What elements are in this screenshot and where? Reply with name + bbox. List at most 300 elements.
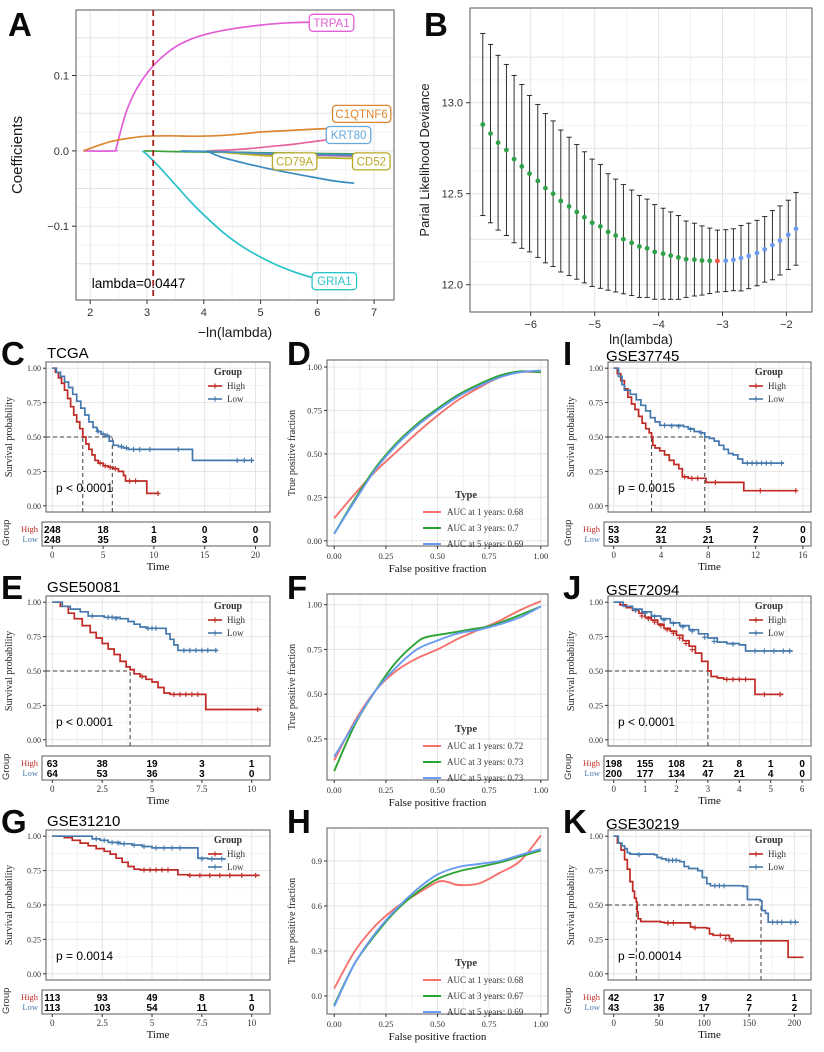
svg-text:134: 134 (668, 769, 685, 780)
svg-text:113: 113 (44, 993, 61, 1004)
svg-text:Time: Time (146, 561, 170, 573)
svg-text:AUC at 1 years: 0.68: AUC at 1 years: 0.68 (447, 975, 524, 985)
svg-text:−4: −4 (652, 319, 665, 331)
svg-text:Low: Low (22, 768, 38, 778)
svg-text:7.5: 7.5 (196, 1018, 208, 1028)
svg-text:49: 49 (146, 993, 158, 1004)
svg-text:High: High (583, 992, 600, 1002)
svg-text:High: High (768, 615, 786, 625)
svg-text:5: 5 (257, 307, 264, 319)
svg-text:8: 8 (706, 550, 711, 560)
svg-text:0: 0 (800, 535, 806, 546)
svg-text:0: 0 (799, 759, 805, 770)
svg-text:0: 0 (252, 535, 259, 546)
svg-text:10: 10 (247, 784, 257, 794)
panel-j-title: GSE72094 (606, 582, 680, 599)
roc-chart (283, 584, 562, 818)
km-tcga-chart (0, 350, 283, 584)
svg-text:Low: Low (768, 628, 785, 638)
svg-text:Low: Low (584, 1002, 600, 1012)
svg-text:Survival probability: Survival probability (4, 396, 15, 478)
svg-text:22: 22 (655, 525, 667, 536)
svg-text:1: 1 (248, 759, 255, 770)
svg-text:High: High (583, 524, 600, 534)
svg-text:0.75: 0.75 (589, 866, 603, 876)
svg-text:0: 0 (248, 769, 255, 780)
panel-k-title: GSE30219 (606, 816, 680, 833)
svg-text:0: 0 (252, 525, 259, 536)
svg-text:1.00: 1.00 (27, 364, 41, 374)
svg-text:38: 38 (96, 759, 108, 770)
svg-text:0: 0 (50, 550, 55, 560)
svg-text:13.0: 13.0 (441, 97, 463, 110)
svg-text:lambda=0.0447: lambda=0.0447 (91, 275, 186, 291)
svg-text:0.75: 0.75 (589, 398, 603, 408)
svg-text:Time: Time (698, 561, 721, 573)
panel-g-letter: G (1, 803, 27, 840)
svg-text:21: 21 (702, 535, 714, 546)
panel-d-chart-slot (283, 350, 562, 584)
panel-c-letter: C (1, 335, 25, 372)
svg-text:3: 3 (201, 535, 208, 546)
km-gse31210-chart (0, 818, 283, 1052)
svg-text:0.50: 0.50 (589, 433, 603, 442)
svg-text:54: 54 (146, 1003, 158, 1014)
svg-text:42: 42 (608, 993, 620, 1004)
svg-text:19: 19 (146, 759, 158, 770)
svg-text:4: 4 (200, 307, 207, 319)
svg-text:36: 36 (653, 1003, 665, 1014)
svg-text:2: 2 (791, 1003, 798, 1014)
svg-text:35: 35 (97, 535, 109, 546)
svg-text:53: 53 (96, 769, 108, 780)
svg-text:p = 0.00014: p = 0.00014 (618, 949, 682, 963)
svg-text:0.75: 0.75 (481, 785, 497, 795)
svg-text:0.25: 0.25 (589, 701, 603, 711)
svg-text:103: 103 (93, 1003, 111, 1014)
panel-j-letter: J (563, 569, 582, 606)
km-gse72094-chart (562, 584, 824, 818)
lasso-coefficients-chart (0, 0, 412, 350)
svg-text:6: 6 (799, 784, 805, 794)
svg-text:200: 200 (605, 769, 623, 780)
panel-k-chart-slot (562, 818, 824, 1052)
svg-text:8: 8 (199, 993, 205, 1004)
panel-g-title: GSE31210 (47, 813, 121, 830)
svg-text:1: 1 (248, 993, 255, 1004)
svg-text:True positive fraction: True positive fraction (287, 877, 298, 965)
svg-text:Group: Group (754, 367, 784, 378)
svg-text:Low: Low (584, 768, 600, 778)
svg-text:12.5: 12.5 (441, 188, 463, 201)
svg-text:0.50: 0.50 (430, 551, 445, 561)
panel-f-chart-slot (283, 584, 562, 818)
svg-text:p = 0.0015: p = 0.0015 (618, 481, 676, 495)
svg-text:0: 0 (611, 1018, 616, 1028)
svg-text:0.25: 0.25 (378, 551, 394, 561)
svg-text:4: 4 (658, 550, 664, 560)
svg-text:0.9: 0.9 (311, 856, 322, 866)
svg-text:15: 15 (200, 550, 210, 560)
svg-text:0: 0 (248, 1003, 255, 1014)
panel-g-chart-slot (0, 818, 283, 1052)
panel-c-chart-slot (0, 350, 283, 584)
svg-text:1.00: 1.00 (589, 832, 603, 842)
svg-text:0.50: 0.50 (430, 1019, 445, 1029)
svg-text:5: 5 (768, 784, 773, 794)
svg-text:0.50: 0.50 (307, 448, 322, 459)
svg-text:20: 20 (251, 550, 260, 560)
svg-text:0.0: 0.0 (311, 991, 322, 1001)
svg-text:High: High (583, 758, 600, 768)
panel-a-letter: A (8, 6, 32, 43)
km-gse37745-chart (562, 350, 824, 584)
svg-text:0.00: 0.00 (27, 501, 41, 511)
svg-text:Type: Type (455, 724, 477, 735)
svg-text:5: 5 (100, 550, 106, 560)
svg-text:18: 18 (97, 525, 109, 536)
svg-text:0.00: 0.00 (326, 1019, 342, 1029)
svg-text:2: 2 (674, 784, 679, 794)
svg-text:0.25: 0.25 (589, 467, 603, 477)
svg-text:1.00: 1.00 (533, 1019, 549, 1029)
panel-e (0, 569, 283, 818)
panel-c (0, 335, 283, 584)
svg-text:AUC at 5 years: 0.69: AUC at 5 years: 0.69 (447, 1007, 524, 1017)
panel-i-letter: I (563, 335, 573, 372)
panel-a-chart-slot (0, 0, 412, 350)
svg-text:0.50: 0.50 (589, 901, 603, 910)
svg-text:0: 0 (799, 769, 805, 780)
panel-c-title: TCGA (47, 345, 89, 362)
svg-text:0.25: 0.25 (378, 1019, 394, 1029)
svg-text:0.00: 0.00 (326, 785, 342, 795)
svg-text:0.25: 0.25 (307, 733, 322, 744)
svg-text:0: 0 (50, 1018, 55, 1028)
svg-text:1.00: 1.00 (533, 551, 549, 561)
svg-text:4: 4 (767, 769, 774, 780)
svg-text:Parial Likelihood Deviance: Parial Likelihood Deviance (417, 83, 432, 237)
svg-text:63: 63 (46, 759, 58, 770)
svg-text:−6: −6 (524, 319, 537, 331)
svg-text:0.75: 0.75 (307, 405, 322, 416)
svg-text:Group: Group (1, 753, 12, 780)
svg-text:Group: Group (213, 367, 243, 378)
svg-text:AUC at 3 years: 0.73: AUC at 3 years: 0.73 (447, 757, 524, 767)
panel-f-letter: F (287, 569, 308, 606)
svg-text:Low: Low (227, 394, 244, 404)
svg-text:Group: Group (563, 753, 574, 780)
svg-text:High: High (768, 381, 786, 391)
svg-text:7: 7 (371, 307, 378, 319)
svg-text:108: 108 (668, 759, 685, 770)
svg-text:High: High (21, 992, 38, 1002)
svg-text:False positive fraction: False positive fraction (388, 1031, 487, 1043)
panel-j-chart-slot (562, 584, 824, 818)
svg-text:3: 3 (143, 307, 151, 319)
svg-text:0.75: 0.75 (27, 398, 41, 408)
svg-text:0.00: 0.00 (589, 969, 603, 979)
svg-text:Type: Type (455, 490, 477, 501)
svg-text:p < 0.0001: p < 0.0001 (56, 481, 114, 495)
svg-text:3: 3 (199, 769, 205, 780)
svg-text:High: High (768, 849, 786, 859)
svg-text:8: 8 (736, 759, 743, 770)
svg-text:12.0: 12.0 (441, 279, 463, 292)
svg-text:43: 43 (608, 1003, 620, 1014)
svg-text:False positive fraction: False positive fraction (388, 797, 487, 809)
svg-text:0.25: 0.25 (589, 935, 603, 945)
svg-text:Low: Low (22, 534, 38, 544)
svg-text:177: 177 (636, 769, 654, 780)
svg-text:0.50: 0.50 (27, 901, 41, 910)
panel-e-title: GSE50081 (47, 579, 121, 596)
svg-text:2: 2 (87, 307, 94, 319)
svg-text:−ln(lambda): −ln(lambda) (197, 324, 273, 340)
svg-text:6: 6 (314, 307, 321, 319)
svg-text:17: 17 (698, 1003, 710, 1014)
panel-h-letter: H (287, 803, 311, 840)
svg-text:21: 21 (733, 769, 745, 780)
svg-text:1.00: 1.00 (589, 598, 603, 608)
svg-text:4: 4 (737, 784, 742, 794)
svg-text:High: High (227, 381, 245, 391)
svg-text:31: 31 (655, 535, 667, 546)
svg-text:High: High (227, 615, 245, 625)
svg-text:1.00: 1.00 (533, 785, 549, 795)
svg-text:0.00: 0.00 (27, 969, 41, 979)
svg-text:Time: Time (698, 1029, 721, 1041)
svg-text:True positive fraction: True positive fraction (287, 643, 298, 731)
svg-text:TRPA1: TRPA1 (313, 17, 350, 30)
svg-text:ln(lambda): ln(lambda) (609, 332, 673, 347)
svg-text:7.5: 7.5 (196, 784, 208, 794)
svg-text:0: 0 (201, 525, 208, 536)
svg-text:Low: Low (584, 534, 600, 544)
svg-text:AUC at 3 years: 0.7: AUC at 3 years: 0.7 (447, 523, 519, 533)
svg-text:0.50: 0.50 (430, 785, 445, 795)
svg-text:1.00: 1.00 (589, 364, 603, 374)
svg-text:AUC at 5 years: 0.69: AUC at 5 years: 0.69 (447, 539, 524, 549)
svg-text:p = 0.0014: p = 0.0014 (56, 949, 114, 963)
svg-text:5: 5 (149, 1018, 155, 1028)
svg-text:47: 47 (702, 769, 714, 780)
svg-text:9: 9 (701, 993, 707, 1004)
svg-text:0.50: 0.50 (307, 689, 322, 700)
svg-text:Group: Group (563, 987, 574, 1014)
svg-text:Survival probability: Survival probability (566, 630, 577, 712)
svg-text:Low: Low (227, 862, 244, 872)
svg-text:53: 53 (608, 535, 620, 546)
svg-text:0: 0 (800, 525, 806, 536)
svg-text:Low: Low (768, 394, 785, 404)
svg-text:Group: Group (563, 519, 574, 546)
svg-text:11: 11 (196, 1003, 208, 1014)
svg-text:0: 0 (611, 550, 616, 560)
svg-text:100: 100 (697, 1018, 711, 1028)
svg-text:Group: Group (754, 835, 784, 846)
svg-text:16: 16 (798, 550, 808, 560)
svg-text:64: 64 (46, 769, 58, 780)
svg-text:Group: Group (1, 987, 12, 1014)
svg-text:113: 113 (44, 1003, 61, 1014)
svg-text:Low: Low (227, 628, 244, 638)
svg-text:7: 7 (752, 535, 759, 546)
svg-text:0.00: 0.00 (27, 735, 41, 745)
svg-text:Time: Time (698, 795, 721, 807)
svg-text:−0.1: −0.1 (47, 221, 69, 234)
svg-text:150: 150 (742, 1018, 756, 1028)
roc-chart (283, 818, 562, 1052)
svg-text:1: 1 (767, 759, 774, 770)
panel-d-letter: D (287, 335, 311, 372)
svg-text:0.00: 0.00 (307, 535, 322, 546)
svg-text:1.00: 1.00 (27, 598, 41, 608)
svg-text:AUC at 5 years: 0.73: AUC at 5 years: 0.73 (447, 773, 524, 783)
svg-text:5: 5 (149, 784, 155, 794)
svg-text:0.25: 0.25 (378, 785, 394, 795)
svg-text:8: 8 (151, 535, 157, 546)
svg-text:2.5: 2.5 (96, 784, 108, 794)
svg-text:AUC at 3 years: 0.67: AUC at 3 years: 0.67 (447, 991, 524, 1001)
svg-text:Low: Low (22, 1002, 38, 1012)
svg-text:0.75: 0.75 (589, 632, 603, 642)
svg-text:0.25: 0.25 (27, 467, 41, 477)
svg-text:Type: Type (455, 958, 477, 969)
svg-text:93: 93 (96, 993, 108, 1004)
svg-text:0.25: 0.25 (27, 701, 41, 711)
svg-text:248: 248 (43, 525, 61, 536)
panel-b (412, 0, 824, 350)
svg-text:12: 12 (751, 550, 761, 560)
svg-text:C1QTNF6: C1QTNF6 (335, 108, 388, 121)
svg-text:1: 1 (642, 784, 648, 794)
svg-text:1: 1 (151, 525, 157, 536)
svg-text:3: 3 (705, 784, 711, 794)
svg-text:50: 50 (654, 1018, 664, 1028)
panel-e-chart-slot (0, 584, 283, 818)
svg-text:GRIA1: GRIA1 (317, 276, 352, 289)
svg-text:KRT80: KRT80 (330, 130, 367, 142)
svg-text:1: 1 (791, 993, 798, 1004)
panel-b-letter: B (424, 6, 448, 43)
svg-text:0.75: 0.75 (481, 551, 497, 561)
svg-text:High: High (227, 849, 245, 859)
svg-text:Time: Time (146, 1029, 170, 1041)
svg-text:Group: Group (1, 519, 12, 546)
svg-text:0.75: 0.75 (481, 1019, 497, 1029)
svg-text:0: 0 (611, 784, 616, 794)
svg-text:p < 0.0001: p < 0.0001 (618, 715, 676, 729)
svg-text:53: 53 (608, 525, 620, 536)
svg-text:Coefficients: Coefficients (9, 115, 26, 195)
svg-text:0.6: 0.6 (311, 901, 322, 911)
svg-text:0.25: 0.25 (27, 935, 41, 945)
svg-text:10: 10 (247, 1018, 257, 1028)
svg-text:36: 36 (146, 769, 158, 780)
svg-text:0.0: 0.0 (53, 145, 69, 158)
svg-text:10: 10 (149, 550, 159, 560)
svg-text:High: High (21, 524, 38, 534)
svg-text:−2: −2 (780, 319, 793, 331)
svg-text:AUC at 1 years: 0.68: AUC at 1 years: 0.68 (447, 507, 524, 517)
panel-k-letter: K (563, 803, 587, 840)
panel-a (0, 0, 412, 350)
roc-chart (283, 350, 562, 584)
panel-h-chart-slot (283, 818, 562, 1052)
panel-b-chart-slot (412, 0, 824, 350)
svg-text:0.75: 0.75 (27, 866, 41, 876)
svg-text:5: 5 (705, 525, 712, 536)
svg-text:200: 200 (787, 1018, 802, 1028)
svg-text:Group: Group (213, 835, 243, 846)
svg-text:Survival probability: Survival probability (566, 396, 577, 478)
svg-text:0.00: 0.00 (589, 735, 603, 745)
svg-text:Survival probability: Survival probability (4, 630, 15, 712)
km-gse50081-chart (0, 584, 283, 818)
svg-text:Group: Group (754, 601, 784, 612)
svg-text:7: 7 (746, 1003, 752, 1014)
panel-i-chart-slot (562, 350, 824, 584)
svg-text:0.75: 0.75 (27, 632, 41, 642)
svg-text:0.75: 0.75 (307, 644, 322, 655)
svg-text:1.00: 1.00 (307, 599, 322, 610)
svg-text:−5: −5 (588, 319, 601, 331)
svg-text:0.50: 0.50 (27, 667, 41, 676)
svg-text:21: 21 (702, 759, 714, 770)
svg-text:0.50: 0.50 (27, 433, 41, 442)
svg-text:Group: Group (213, 601, 243, 612)
svg-text:AUC at 1 years: 0.72: AUC at 1 years: 0.72 (447, 741, 524, 751)
svg-text:p < 0.0001: p < 0.0001 (56, 715, 114, 729)
svg-text:2: 2 (752, 525, 759, 536)
svg-text:0.00: 0.00 (326, 551, 342, 561)
panel-d (283, 335, 562, 584)
svg-text:1.00: 1.00 (307, 362, 322, 372)
svg-text:17: 17 (653, 993, 665, 1004)
svg-text:0: 0 (50, 784, 55, 794)
svg-text:0.25: 0.25 (307, 492, 322, 503)
svg-text:False positive fraction: False positive fraction (388, 563, 487, 575)
svg-text:2.5: 2.5 (96, 1018, 108, 1028)
panel-f (283, 569, 562, 818)
svg-text:198: 198 (605, 759, 623, 770)
svg-text:0.1: 0.1 (53, 70, 69, 83)
panel-e-letter: E (1, 569, 24, 606)
svg-text:0.50: 0.50 (589, 667, 603, 676)
svg-text:Survival probability: Survival probability (4, 864, 15, 946)
svg-text:Low: Low (768, 862, 785, 872)
svg-text:CD79A: CD79A (276, 156, 314, 169)
svg-text:High: High (21, 758, 38, 768)
svg-text:CD52: CD52 (356, 156, 387, 169)
svg-text:0.3: 0.3 (311, 946, 322, 956)
svg-text:0.00: 0.00 (589, 501, 603, 511)
svg-text:3: 3 (199, 759, 205, 770)
svg-text:155: 155 (636, 759, 654, 770)
svg-text:−3: −3 (716, 319, 729, 331)
panel-g (0, 803, 283, 1052)
svg-text:248: 248 (43, 535, 61, 546)
svg-text:Survival probability: Survival probability (566, 864, 577, 946)
cv-deviance-chart (412, 0, 824, 350)
svg-text:Time: Time (146, 795, 170, 807)
panel-k (562, 803, 824, 1052)
svg-text:1.00: 1.00 (27, 832, 41, 842)
svg-text:True positive fraction: True positive fraction (287, 409, 298, 497)
panel-i-title: GSE37745 (606, 348, 680, 365)
km-gse30219-chart (562, 818, 824, 1052)
